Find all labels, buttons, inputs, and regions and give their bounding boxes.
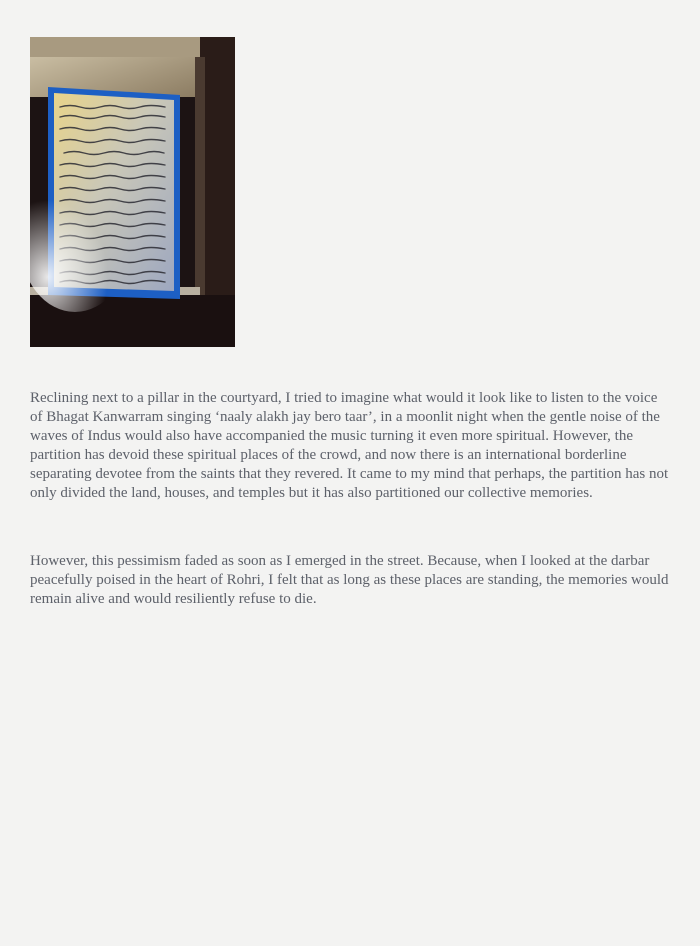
article-paragraph-2: However, this pessimism faded as soon as I emerged in the street. Because, when I looked at the darbar peacefully poised in the heart of Rohri, I felt that as long as these places are standing, the memories would remain alive and would resiliently refuse to die.: [30, 553, 669, 607]
article-paragraph-1: Reclining next to a pillar in the courtyard, I tried to imagine what would it look like to listen to the voice of Bhagat Kanwarram singing ‘naaly alakh jay bero taar’, in a moonlit night when the gentle noise of the waves of Indus would also have accompanied the music turning it even more spiritual. However, the partition has devoid these spiritual places of the crowd, and now there is an international borderline separating devotee from the saints that they revered. It came to my mind that perhaps, the partition has not only divided the land, houses, and temples but it has also partitioned our collective memories.: [30, 390, 669, 501]
manuscript-photo: [30, 37, 235, 347]
manuscript-photo-graphic: [30, 37, 235, 347]
